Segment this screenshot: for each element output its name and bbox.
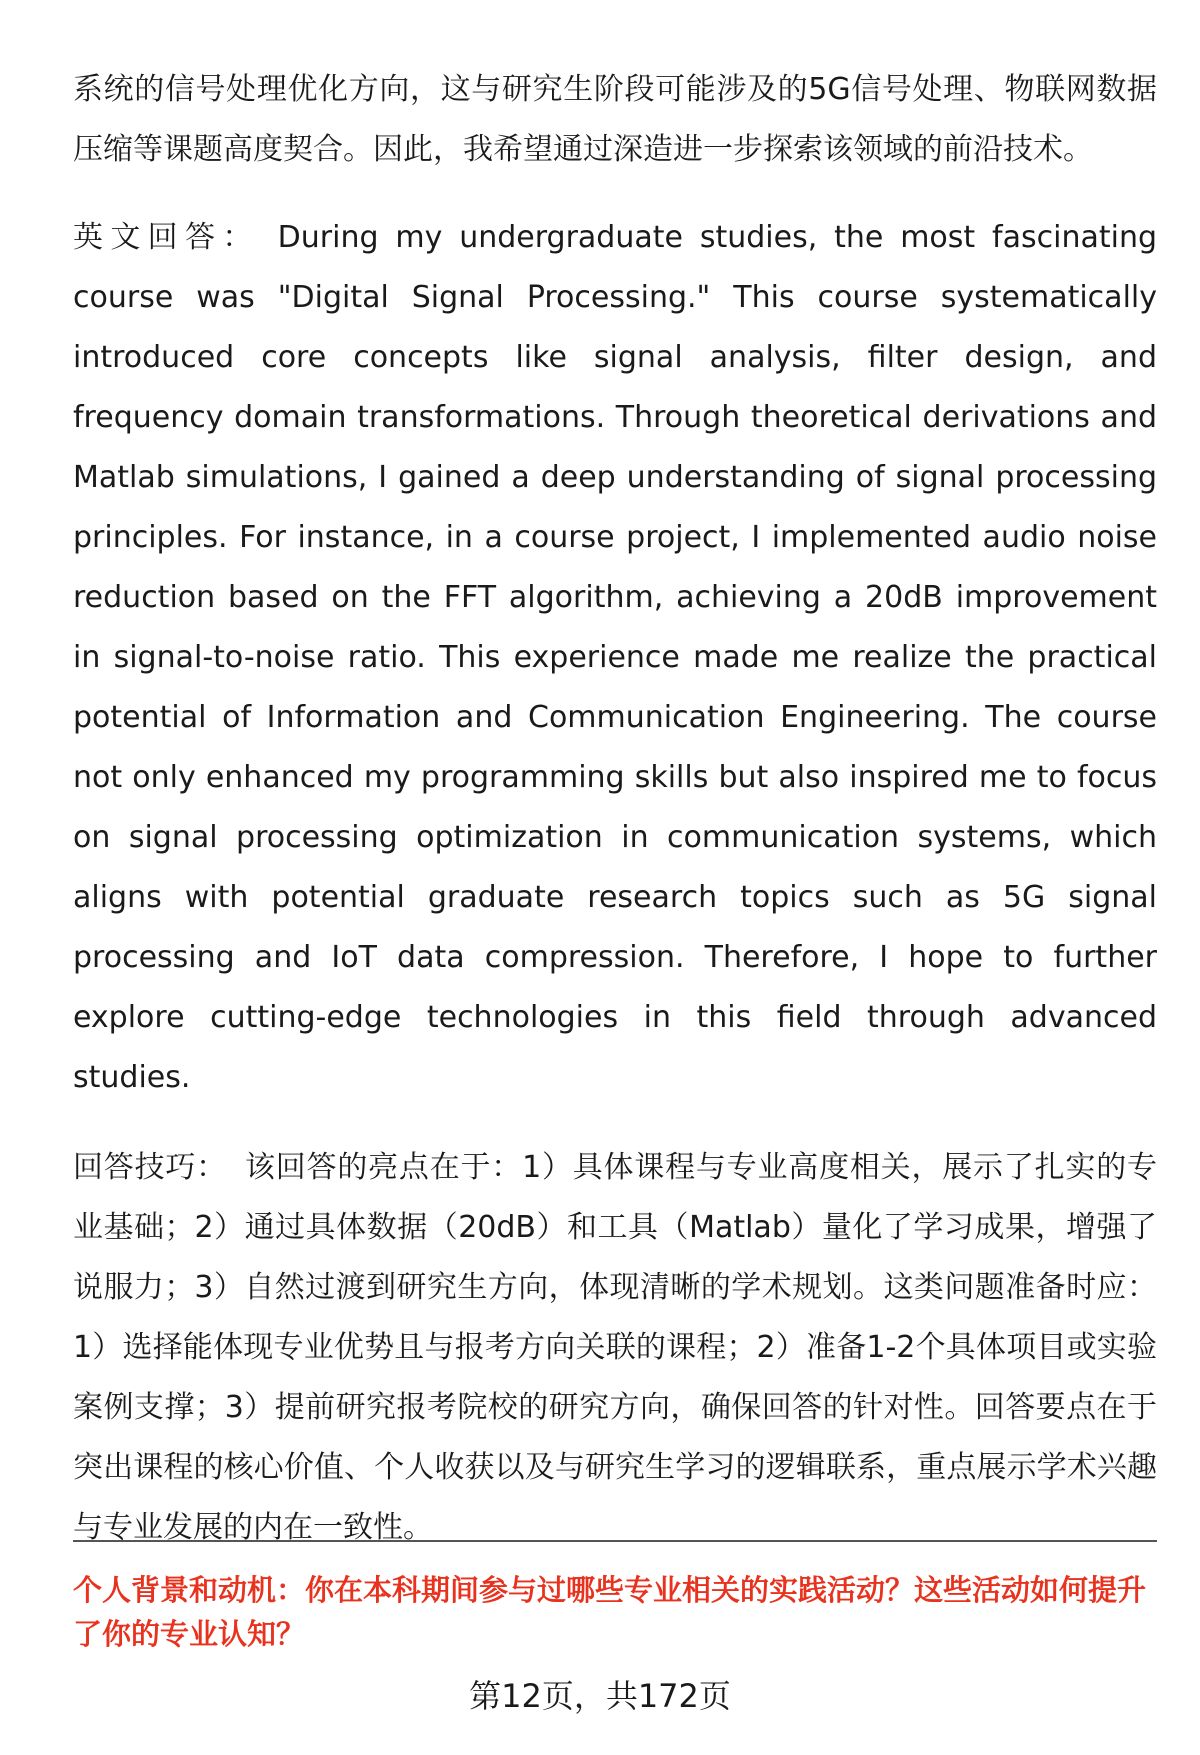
intro-continuation-text: 系统的信号处理优化方向，这与研究生阶段可能涉及的5G信号处理、物联网数据压缩等课题高度契合。因此，我希望通过深造进一步探索该领域的前沿技术。 bbox=[73, 72, 1157, 167]
answer-tips-paragraph bbox=[73, 1138, 1157, 1558]
section-divider bbox=[73, 1540, 1157, 1542]
answer-content bbox=[73, 60, 1157, 1588]
answer-tips-label: 回答技巧： bbox=[73, 1150, 227, 1185]
answer-tips-text: 该回答的亮点在于：1）具体课程与专业高度相关，展示了扎实的专业基础；2）通过具体数据（20dB）和工具（Matlab）量化了学习成果，增强了说服力；3）自然过渡到研究生方向，体现清晰的学术规划。这类问题准备时应：1）选择能体现专业优势且与报考方向关联的课程；2）准备1-2个具体项目或实验案例支撑；3）提前研究报考院校的研究方向，确保回答的针对性。回答要点在于突出课程的核心价值、个人收获以及与研究生学习的逻辑联系，重点展示学术兴趣与专业发展的内在一致性。 bbox=[73, 1150, 1158, 1545]
english-answer-paragraph bbox=[73, 208, 1157, 1108]
page-footer bbox=[0, 1676, 1200, 1716]
intro-continuation-paragraph bbox=[73, 60, 1157, 180]
english-answer-text: During my undergraduate studies, the most fascinating course was "Digital Signal Processing." This course systematically introduced core concepts like signal analysis, filter design, and frequency domain transformations. Through theoretical derivations and Matlab simulations, I gained a deep understanding of signal processing principles. For instance, in a course project, I implemented audio noise reduction based on the FFT algorithm, achieving a 20dB improvement in signal-to-noise ratio. This experience made me realize the practical potential of Information and Communication Engineering. The course not only enhanced my programming skills but also inspired me to focus on signal processing optimization in communication systems, which aligns with potential graduate research topics such as 5G signal processing and IoT data compression. Therefore, I hope to further explore cutting-edge technologies in this field through advanced studies. bbox=[73, 220, 1157, 1095]
english-answer-label: 英文回答： bbox=[73, 220, 260, 255]
next-question-heading: 个人背景和动机：你在本科期间参与过哪些专业相关的实践活动？这些活动如何提升了你的专业认知？ bbox=[73, 1573, 1147, 1651]
page-number: 第12页，共172页 bbox=[469, 1677, 731, 1715]
